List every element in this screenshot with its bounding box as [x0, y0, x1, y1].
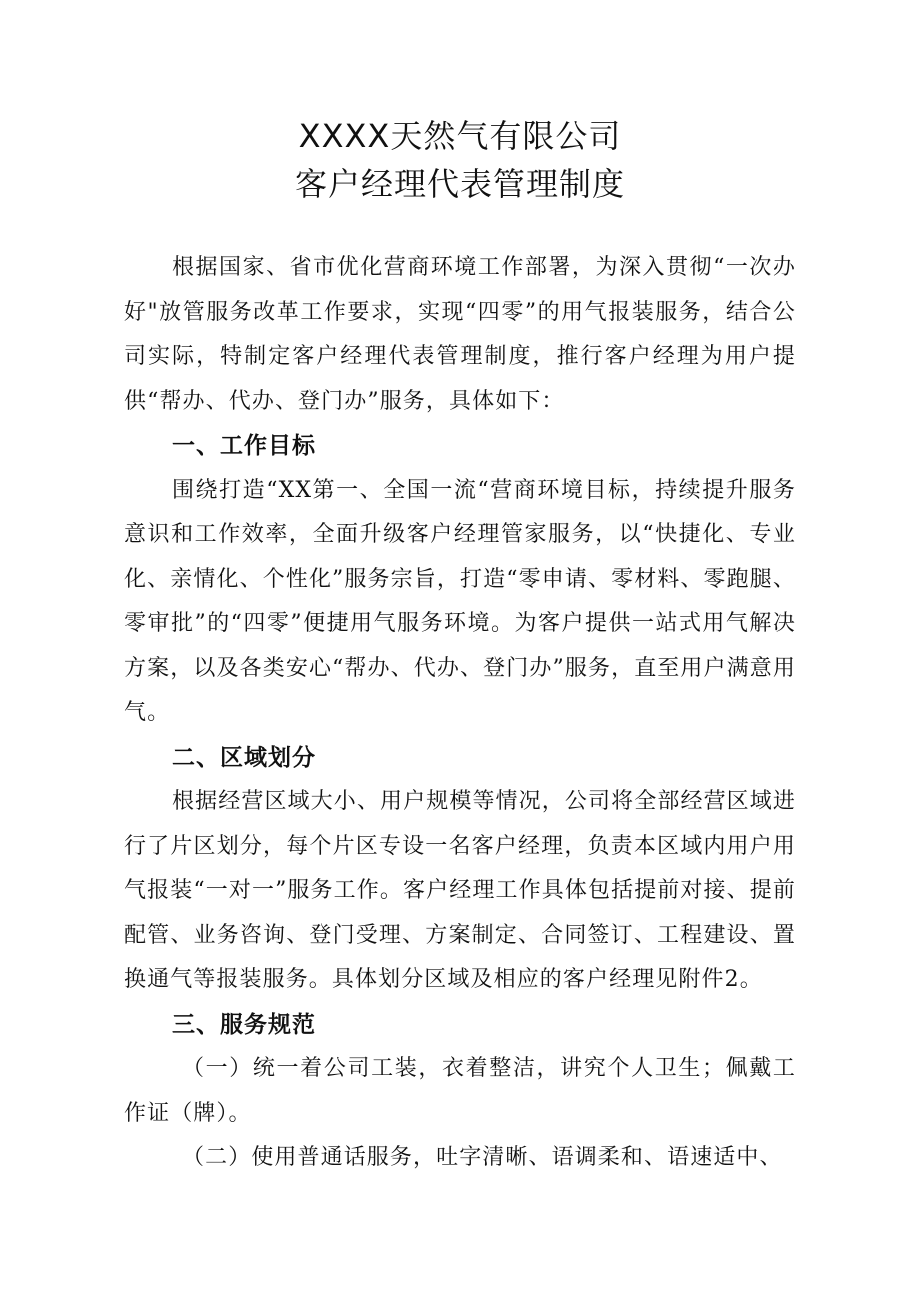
document-body — [124, 246, 796, 1181]
section-regions-paragraph: 根据经营区域大小、用户规模等情况，公司将全部经营区域进行了片区划分，每个片区专设一名客户经理，负责本区域内用户用气报装“一对一”服务工作。客户经理工作具体包括提前对接、提前配管、业务咨询、登门受理、方案制定、合同签订、工程建设、置换通气等报装服务。具体划分区域及相应的客户经理见附件2。 — [124, 789, 796, 992]
document-title-company: XXXX天然气有限公司 — [298, 117, 622, 155]
service-standard-item-1: （一）统一着公司工装，衣着整洁，讲究个人卫生；佩戴工作证（牌）。 — [124, 1056, 796, 1126]
section-heading-service-standards: 三、服务规范 — [172, 1011, 316, 1038]
section-heading-goals: 一、工作目标 — [172, 433, 316, 459]
intro-paragraph: 根据国家、省市优化营商环境工作部署，为深入贯彻“一次办好"放管服务改革工作要求，实现“四零”的用气报装服务，结合公司实际，特制定客户经理代表管理制度，推行客户经理为用户提供“帮办、代办、登门办”服务，具体如下： — [124, 255, 796, 414]
section-heading-regions: 二、区域划分 — [172, 744, 316, 771]
service-standard-item-2: （二）使用普通话服务，吐字清晰、语调柔和、语速适中、 — [182, 1145, 783, 1170]
document-title-policy: 客户经理代表管理制度 — [294, 165, 625, 203]
section-goals-paragraph: 围绕打造“XX第一、全国一流“营商环境目标，持续提升服务意识和工作效率，全面升级客户经理管家服务，以“快捷化、专业化、亲情化、个性化”服务宗旨，打造“零申请、零材料、零跑腿、零审批”的“四零”便捷用气服务环境。为客户提供一站式用气解决方案，以及各类安心“帮办、代办、登门办”服务，直至用户满意用气。 — [124, 477, 796, 725]
